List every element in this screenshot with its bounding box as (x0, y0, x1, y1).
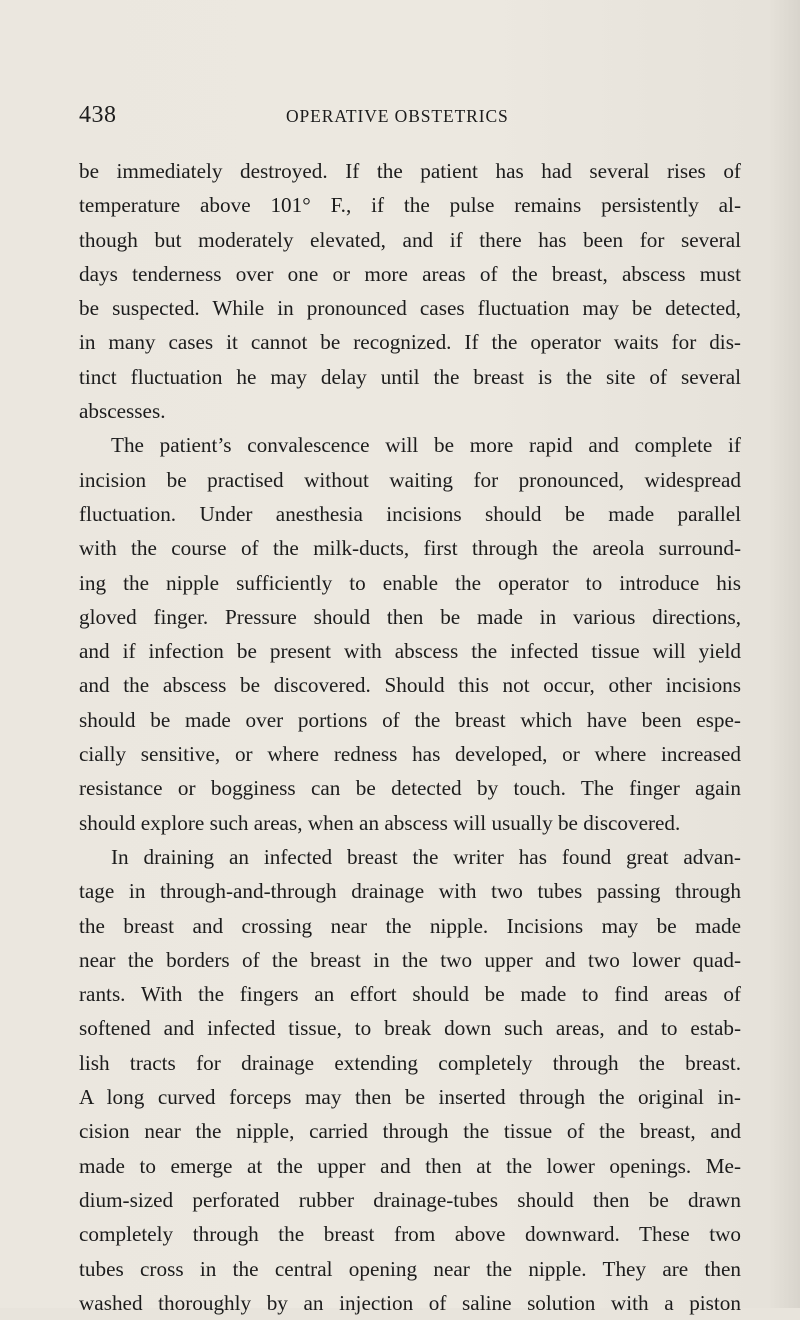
text-line: dium-sized perforated rubber drainage-tubes should then be drawn (79, 1187, 741, 1212)
text-line: A long curved forceps may then be inserted through the original in- (79, 1085, 741, 1110)
text-line: The patient’s convalescence will be more rapid and complete if (111, 433, 741, 458)
text-line: made to emerge at the upper and then at the lower openings. Me- (79, 1153, 741, 1178)
text-line: with the course of the milk-ducts, first through the areola surround- (79, 536, 741, 561)
text-line: tage in through-and-through drainage with two tubes passing through (79, 879, 741, 904)
text-line: fluctuation. Under anesthesia incisions should be made parallel (79, 501, 741, 526)
page-number: 438 (79, 102, 117, 128)
text-line: completely through the breast from above downward. These two (79, 1222, 741, 1247)
text-line: be immediately destroyed. If the patient has had several rises of (79, 159, 741, 183)
text-line: days tenderness over one or more areas of the breast, abscess must (79, 261, 741, 286)
text-line: cially sensitive, or where redness has developed, or where increased (79, 742, 741, 767)
text-line: resistance or bogginess can be detected by touch. The finger again (79, 776, 741, 801)
text-line: temperature above 101° F., if the pulse remains persistently al- (79, 193, 741, 218)
text-line: rants. With the fingers an effort should be made to find areas of (79, 982, 741, 1007)
text-line: in many cases it cannot be recognized. If the operator waits for dis- (79, 330, 741, 355)
text-line: tinct fluctuation he may delay until the breast is the site of several (79, 364, 741, 389)
text-line: lish tracts for drainage extending completely through the breast. (79, 1050, 741, 1075)
text-line: should be made over portions of the breast which have been espe- (79, 707, 741, 732)
text-line: ing the nipple sufficiently to enable the operator to introduce his (79, 570, 741, 595)
text-line: should explore such areas, when an abscess will usually be discovered. (79, 810, 681, 835)
text-line: cision near the nipple, carried through the tissue of the breast, and (79, 1119, 741, 1144)
text-line: washed thoroughly by an injection of saline solution with a piston (79, 1290, 741, 1315)
text-line: tubes cross in the central opening near the nipple. They are then (79, 1256, 741, 1281)
running-head: OPERATIVE OBSTETRICS (286, 106, 509, 126)
text-line: incision be practised without waiting for pronounced, widespread (79, 467, 741, 492)
text-line: be suspected. While in pronounced cases fluctuation may be detected, (79, 296, 741, 321)
text-line: and if infection be present with abscess the infected tissue will yield (79, 639, 741, 664)
text-line: though but moderately elevated, and if there has been for several (79, 227, 741, 252)
text-line: and the abscess be discovered. Should this not occur, other incisions (79, 673, 741, 698)
text-line: near the borders of the breast in the two upper and two lower quad- (79, 947, 741, 972)
text-line: the breast and crossing near the nipple. Incisions may be made (79, 913, 741, 938)
text-line: abscesses. (79, 399, 166, 424)
text-line: In draining an infected breast the writer has found great advan- (111, 844, 741, 869)
text-line: softened and infected tissue, to break down such areas, and to estab- (79, 1016, 741, 1041)
text-line: gloved finger. Pressure should then be made in various directions, (79, 604, 741, 629)
body-text (79, 154, 741, 1320)
